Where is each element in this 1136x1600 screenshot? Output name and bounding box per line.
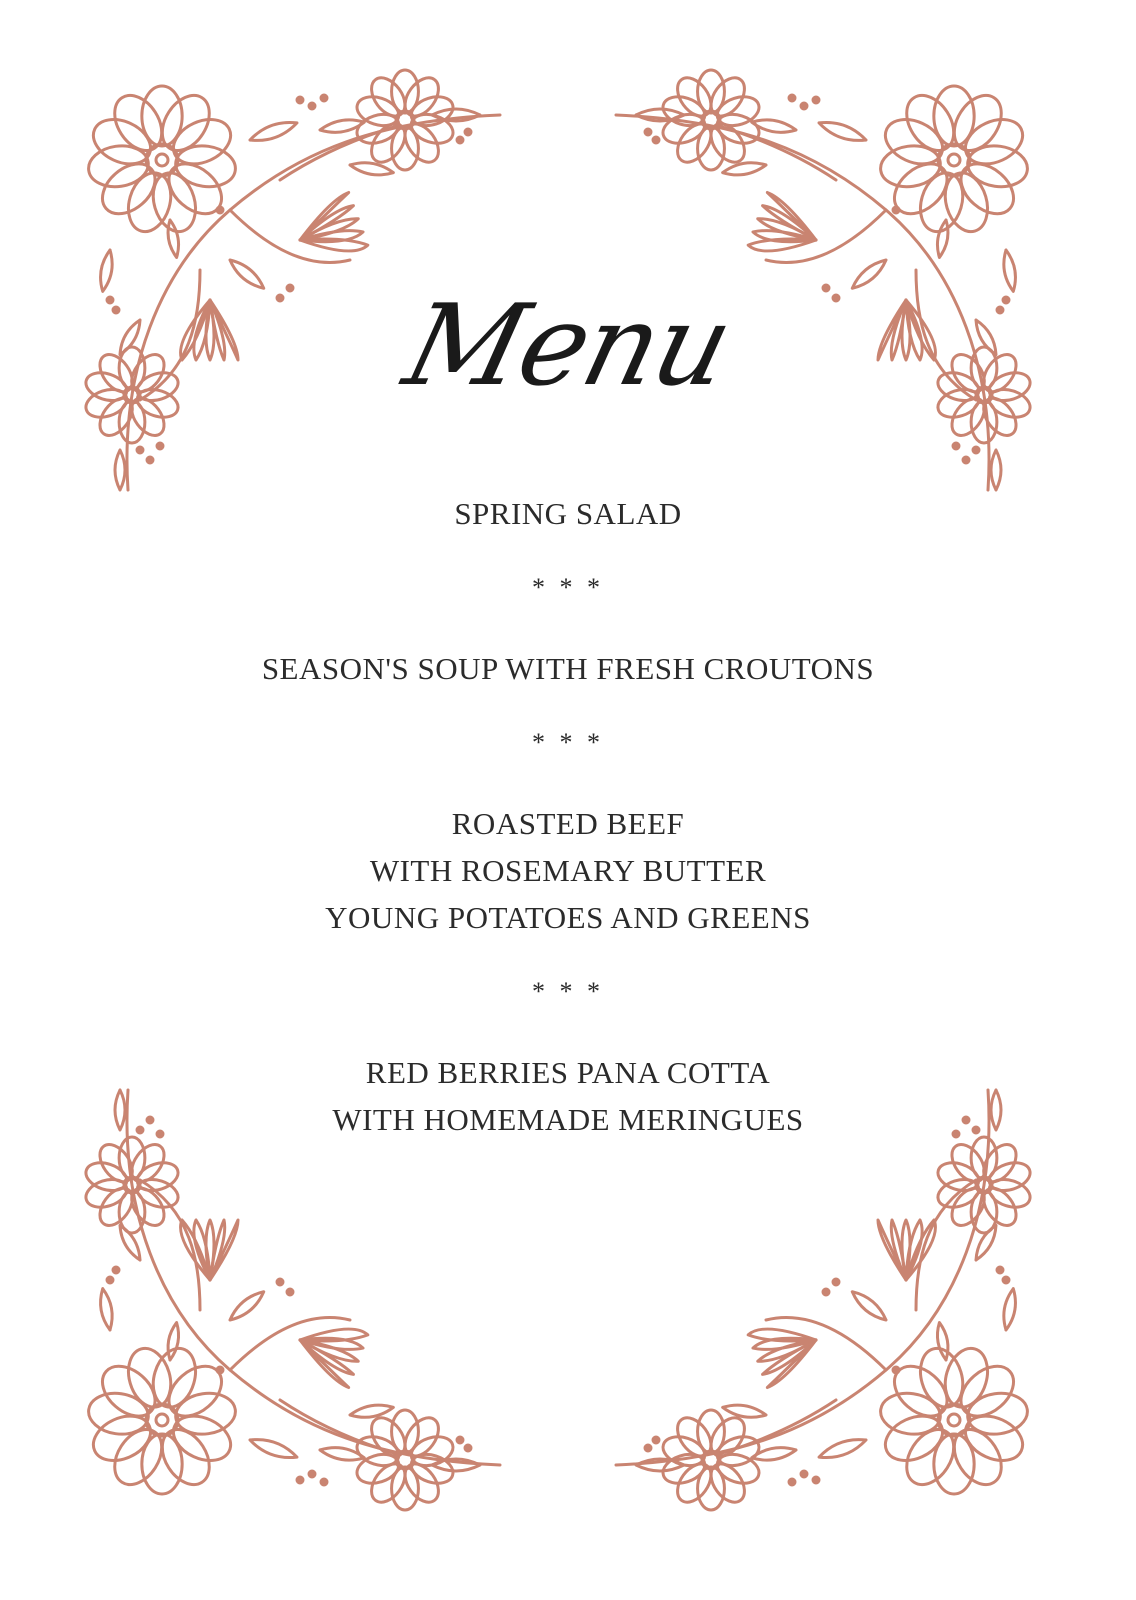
separator: * * * <box>532 977 604 1006</box>
course-line: WITH HOMEMADE MERINGUES <box>332 1102 804 1137</box>
course-line: SEASON'S SOUP WITH FRESH CROUTONS <box>261 651 875 686</box>
course-dessert <box>0 1049 1136 1143</box>
separator: * * * <box>532 728 604 757</box>
menu-list <box>0 490 1136 1143</box>
menu-title: Menu <box>393 281 743 411</box>
course-line: SPRING SALAD <box>454 496 682 531</box>
course-line: RED BERRIES PANA COTTA <box>365 1055 771 1090</box>
course-main <box>0 800 1136 941</box>
course-line: YOUNG POTATOES AND GREENS <box>325 900 811 935</box>
course-line: WITH ROSEMARY BUTTER <box>369 853 767 888</box>
separator: * * * <box>532 573 604 602</box>
course-starter <box>0 490 1136 537</box>
course-line: ROASTED BEEF <box>451 806 685 841</box>
course-soup <box>0 645 1136 692</box>
